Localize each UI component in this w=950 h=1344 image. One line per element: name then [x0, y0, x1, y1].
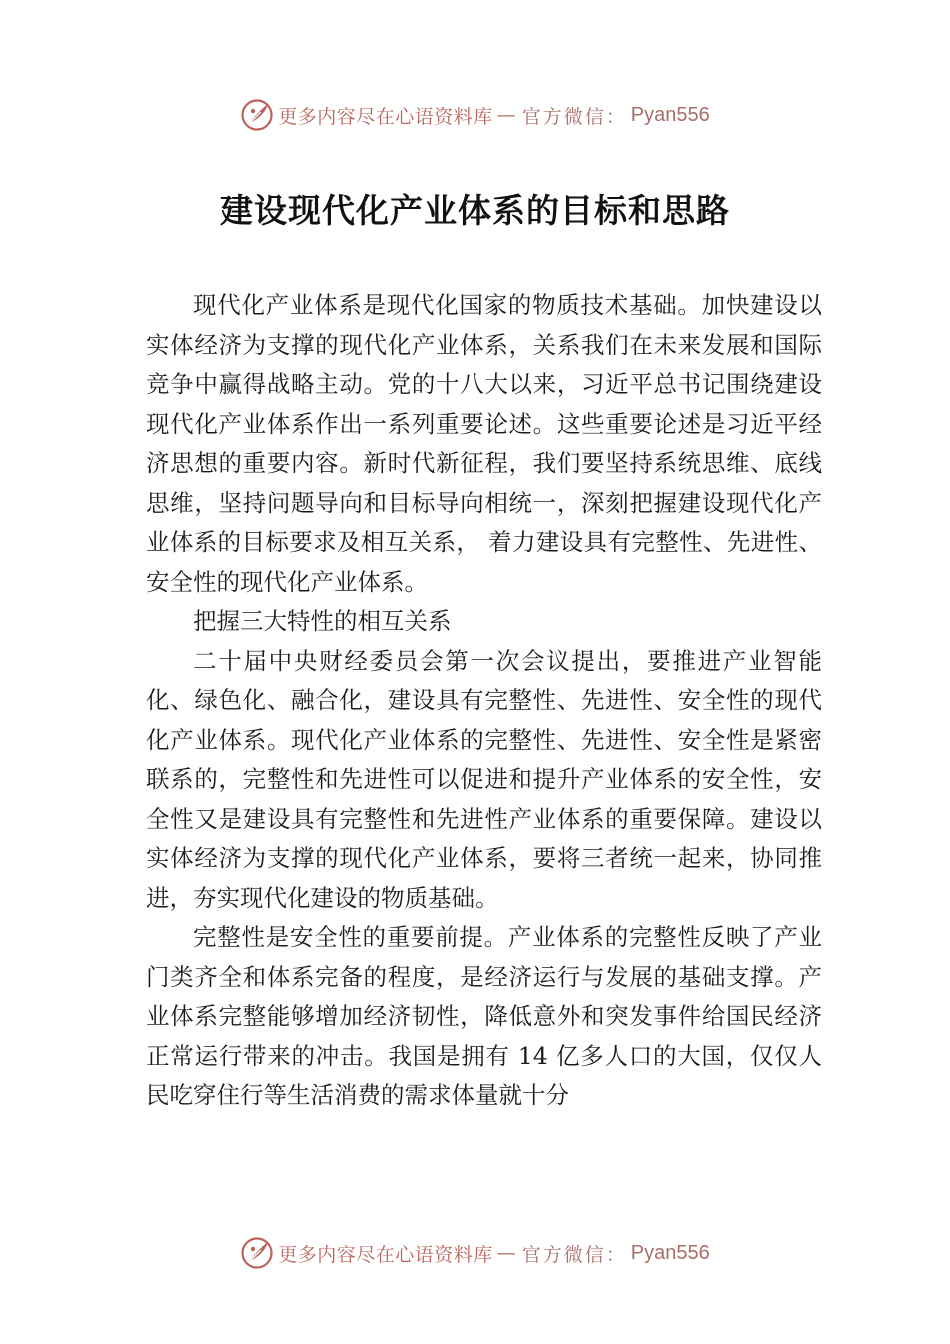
- page-title: 建设现代化产业体系的目标和思路: [220, 191, 730, 230]
- quill-logo-icon: [240, 1236, 274, 1270]
- footer-banner: [0, 1233, 950, 1273]
- banner-wechat-id: Pyan556: [630, 1241, 710, 1264]
- header-banner: [0, 95, 950, 135]
- section-heading: 把握三大特性的相互关系: [193, 607, 452, 635]
- paragraph-intro: 现代化产业体系是现代化国家的物质技术基础。加快建设以实体经济为支撑的现代化产业体系，关系我们在未来发展和国际竞争中赢得战略主动。党的十八大以来，习近平总书记围绕建设现代化产业体系作出一系列重要论述。这些重要论述是习近平经济思想的重要内容。新时代新征程，我们要坚持系统思维、底线思维，坚持问题导向和目标导向相统一，深刻把握建设现代化产业体系的目标要求及相互关系， 着力建设具有完整性、先进性、安全性的现代化产业体系。: [146, 291, 822, 596]
- banner-wechat-label: 官方微信：: [521, 1243, 627, 1266]
- banner-wechat-label: 官方微信：: [521, 105, 627, 128]
- banner-separator: —: [496, 104, 518, 126]
- banner-text: 更多内容尽在心语资料库: [278, 1243, 493, 1266]
- paragraph-completeness: 完整性是安全性的重要前提。产业体系的完整性反映了产业门类齐全和体系完备的程度，是经济运行与发展的基础支撑。产业体系完整能够增加经济韧性，降低意外和突发事件给国民经济正常运行带来的冲击。我国是拥有 14 亿多人口的大国，仅仅人民吃穿住行等生活消费的需求体量就十分: [146, 923, 822, 1109]
- banner-text: 更多内容尽在心语资料库: [278, 105, 493, 128]
- document-body: [146, 286, 822, 1116]
- paragraph-three-traits: 二十届中央财经委员会第一次会议提出，要推进产业智能化、绿色化、融合化，建设具有完整性、先进性、安全性的现代化产业体系。现代化产业体系的完整性、先进性、安全性是紧密联系的，完整性和先进性可以促进和提升产业体系的安全性，安全性又是建设具有完整性和先进性产业体系的重要保障。建设以实体经济为支撑的现代化产业体系，要将三者统一起来，协同推进，夯实现代化建设的物质基础。: [146, 646, 822, 912]
- quill-logo-icon: [240, 98, 274, 132]
- banner-wechat-id: Pyan556: [630, 103, 710, 126]
- banner-separator: —: [496, 1242, 518, 1264]
